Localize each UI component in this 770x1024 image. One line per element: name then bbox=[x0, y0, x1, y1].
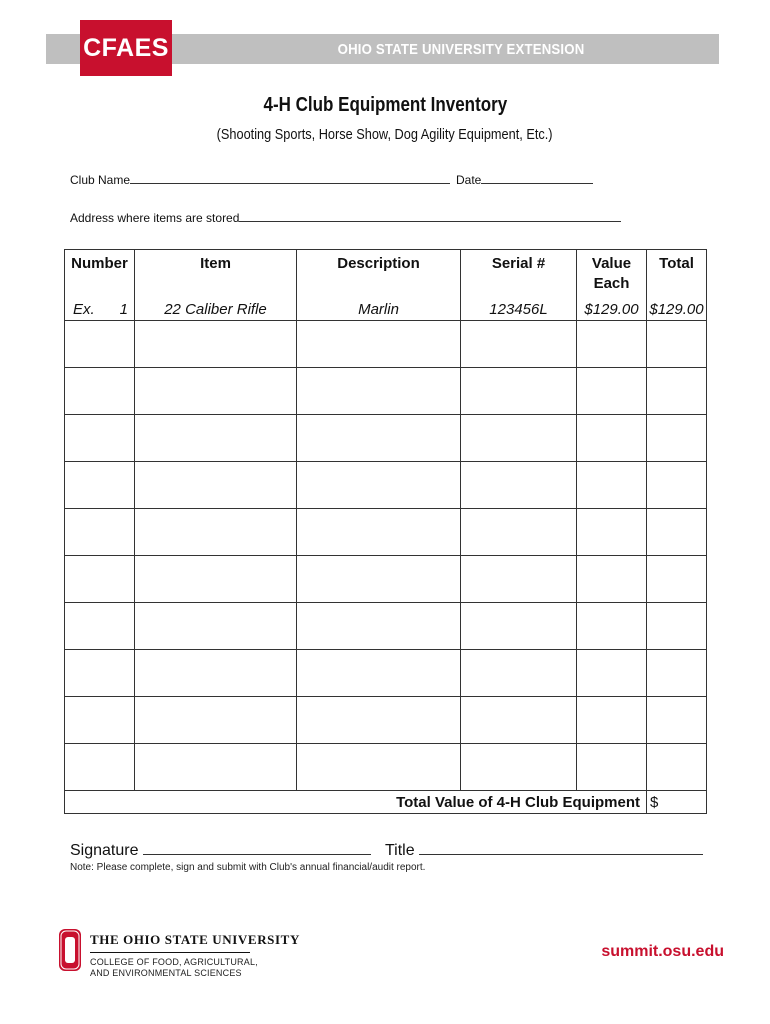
table-cell[interactable] bbox=[135, 603, 297, 650]
table-cell[interactable] bbox=[65, 744, 135, 791]
title-label: Title bbox=[385, 842, 415, 859]
table-cell[interactable] bbox=[647, 650, 707, 697]
col-serial: Serial # 123456L bbox=[461, 250, 577, 321]
total-row bbox=[65, 791, 707, 814]
table-cell[interactable] bbox=[65, 415, 135, 462]
signature-label: Signature bbox=[70, 842, 139, 859]
table-cell[interactable] bbox=[577, 415, 647, 462]
table-header-row bbox=[65, 250, 707, 321]
table-cell[interactable] bbox=[461, 321, 577, 368]
title-field[interactable] bbox=[385, 840, 703, 860]
table-cell[interactable] bbox=[577, 462, 647, 509]
inventory-table bbox=[64, 249, 707, 814]
title-line[interactable] bbox=[419, 840, 703, 855]
table-cell[interactable] bbox=[461, 509, 577, 556]
page-subtitle: (Shooting Sports, Horse Show, Dog Agility Equipment, Etc.) bbox=[217, 126, 553, 143]
table-cell[interactable] bbox=[135, 697, 297, 744]
table-cell[interactable] bbox=[461, 650, 577, 697]
table-cell[interactable] bbox=[647, 603, 707, 650]
col-description: Description Marlin bbox=[297, 250, 461, 321]
cfaes-logo bbox=[80, 20, 172, 76]
table-row bbox=[65, 368, 707, 415]
table-cell[interactable] bbox=[297, 462, 461, 509]
table-cell[interactable] bbox=[65, 603, 135, 650]
table-cell[interactable] bbox=[297, 321, 461, 368]
table-cell[interactable] bbox=[135, 368, 297, 415]
table-cell[interactable] bbox=[647, 509, 707, 556]
table-cell[interactable] bbox=[647, 415, 707, 462]
table-cell[interactable] bbox=[577, 603, 647, 650]
date-line[interactable] bbox=[481, 172, 593, 184]
example-value-each: $129.00 bbox=[584, 301, 639, 318]
table-cell[interactable] bbox=[297, 603, 461, 650]
table-cell[interactable] bbox=[135, 415, 297, 462]
table-cell[interactable] bbox=[135, 321, 297, 368]
table-cell[interactable] bbox=[297, 697, 461, 744]
table-cell[interactable] bbox=[577, 321, 647, 368]
note-text: Note: Please complete, sign and submit with Club's annual financial/audit report. bbox=[70, 862, 426, 873]
footer-divider bbox=[90, 952, 250, 953]
cfaes-logo-text: CFAES bbox=[83, 34, 169, 62]
table-cell[interactable] bbox=[65, 650, 135, 697]
address-label: Address where items are stored bbox=[70, 211, 240, 225]
table-cell[interactable] bbox=[647, 462, 707, 509]
table-row bbox=[65, 697, 707, 744]
college-name: COLLEGE OF FOOD, AGRICULTURAL, AND ENVIRONMENTAL SCIENCES bbox=[90, 957, 258, 978]
table-cell[interactable] bbox=[461, 556, 577, 603]
table-cell[interactable] bbox=[461, 603, 577, 650]
table-cell[interactable] bbox=[135, 744, 297, 791]
total-value-field[interactable]: $ bbox=[647, 791, 707, 814]
address-line[interactable] bbox=[239, 210, 621, 222]
col-total: Total $129.00 bbox=[647, 250, 707, 321]
table-row bbox=[65, 556, 707, 603]
table-cell[interactable] bbox=[297, 556, 461, 603]
table-cell[interactable] bbox=[461, 368, 577, 415]
date-field[interactable] bbox=[456, 172, 593, 187]
table-cell[interactable] bbox=[135, 556, 297, 603]
table-cell[interactable] bbox=[65, 556, 135, 603]
table-cell[interactable] bbox=[65, 697, 135, 744]
signature-line[interactable] bbox=[143, 840, 371, 855]
col-item: Item 22 Caliber Rifle bbox=[135, 250, 297, 321]
example-description: Marlin bbox=[358, 301, 399, 318]
table-cell[interactable] bbox=[647, 321, 707, 368]
table-row bbox=[65, 509, 707, 556]
table-cell[interactable] bbox=[65, 368, 135, 415]
table-row bbox=[65, 462, 707, 509]
total-label: Total Value of 4-H Club Equipment bbox=[65, 791, 647, 814]
club-name-line[interactable] bbox=[130, 172, 450, 184]
osu-block-o-icon bbox=[58, 928, 82, 972]
table-cell[interactable] bbox=[135, 462, 297, 509]
table-row bbox=[65, 321, 707, 368]
table-cell[interactable] bbox=[647, 697, 707, 744]
col-number: Number Ex. 1 bbox=[65, 250, 135, 321]
table-cell[interactable] bbox=[577, 650, 647, 697]
footer-url[interactable]: summit.osu.edu bbox=[601, 943, 724, 960]
table-row bbox=[65, 650, 707, 697]
table-cell[interactable] bbox=[65, 462, 135, 509]
university-name: THE OHIO STATE UNIVERSITY bbox=[90, 932, 300, 947]
table-cell[interactable] bbox=[577, 697, 647, 744]
banner-text: OHIO STATE UNIVERSITY EXTENSION bbox=[337, 41, 584, 58]
table-cell[interactable] bbox=[461, 462, 577, 509]
example-number: Ex. 1 bbox=[73, 301, 128, 318]
address-field[interactable] bbox=[70, 210, 621, 225]
table-cell[interactable] bbox=[65, 509, 135, 556]
table-cell[interactable] bbox=[577, 509, 647, 556]
table-cell[interactable] bbox=[297, 415, 461, 462]
table-cell[interactable] bbox=[461, 415, 577, 462]
table-cell[interactable] bbox=[647, 744, 707, 791]
table-cell[interactable] bbox=[461, 744, 577, 791]
club-name-field[interactable] bbox=[70, 172, 450, 187]
table-cell[interactable] bbox=[461, 697, 577, 744]
col-value-each: Value Each $129.00 bbox=[577, 250, 647, 321]
table-cell[interactable] bbox=[647, 368, 707, 415]
example-total: $129.00 bbox=[649, 301, 704, 318]
table-cell[interactable] bbox=[65, 321, 135, 368]
date-label: Date bbox=[456, 173, 482, 187]
table-row bbox=[65, 744, 707, 791]
table-cell[interactable] bbox=[647, 556, 707, 603]
table-cell[interactable] bbox=[297, 744, 461, 791]
table-cell[interactable] bbox=[577, 556, 647, 603]
example-serial: 123456L bbox=[489, 301, 548, 318]
club-name-label: Club Name bbox=[70, 173, 131, 187]
table-row bbox=[65, 603, 707, 650]
table-cell[interactable] bbox=[297, 509, 461, 556]
table-cell[interactable] bbox=[297, 368, 461, 415]
table-row bbox=[65, 415, 707, 462]
table-cell[interactable] bbox=[135, 509, 297, 556]
page-title: 4-H Club Equipment Inventory bbox=[263, 94, 507, 116]
table-cell[interactable] bbox=[297, 650, 461, 697]
table-cell[interactable] bbox=[577, 744, 647, 791]
table-cell[interactable] bbox=[135, 650, 297, 697]
table-cell[interactable] bbox=[577, 368, 647, 415]
example-item: 22 Caliber Rifle bbox=[164, 301, 267, 318]
signature-field[interactable] bbox=[70, 840, 371, 860]
